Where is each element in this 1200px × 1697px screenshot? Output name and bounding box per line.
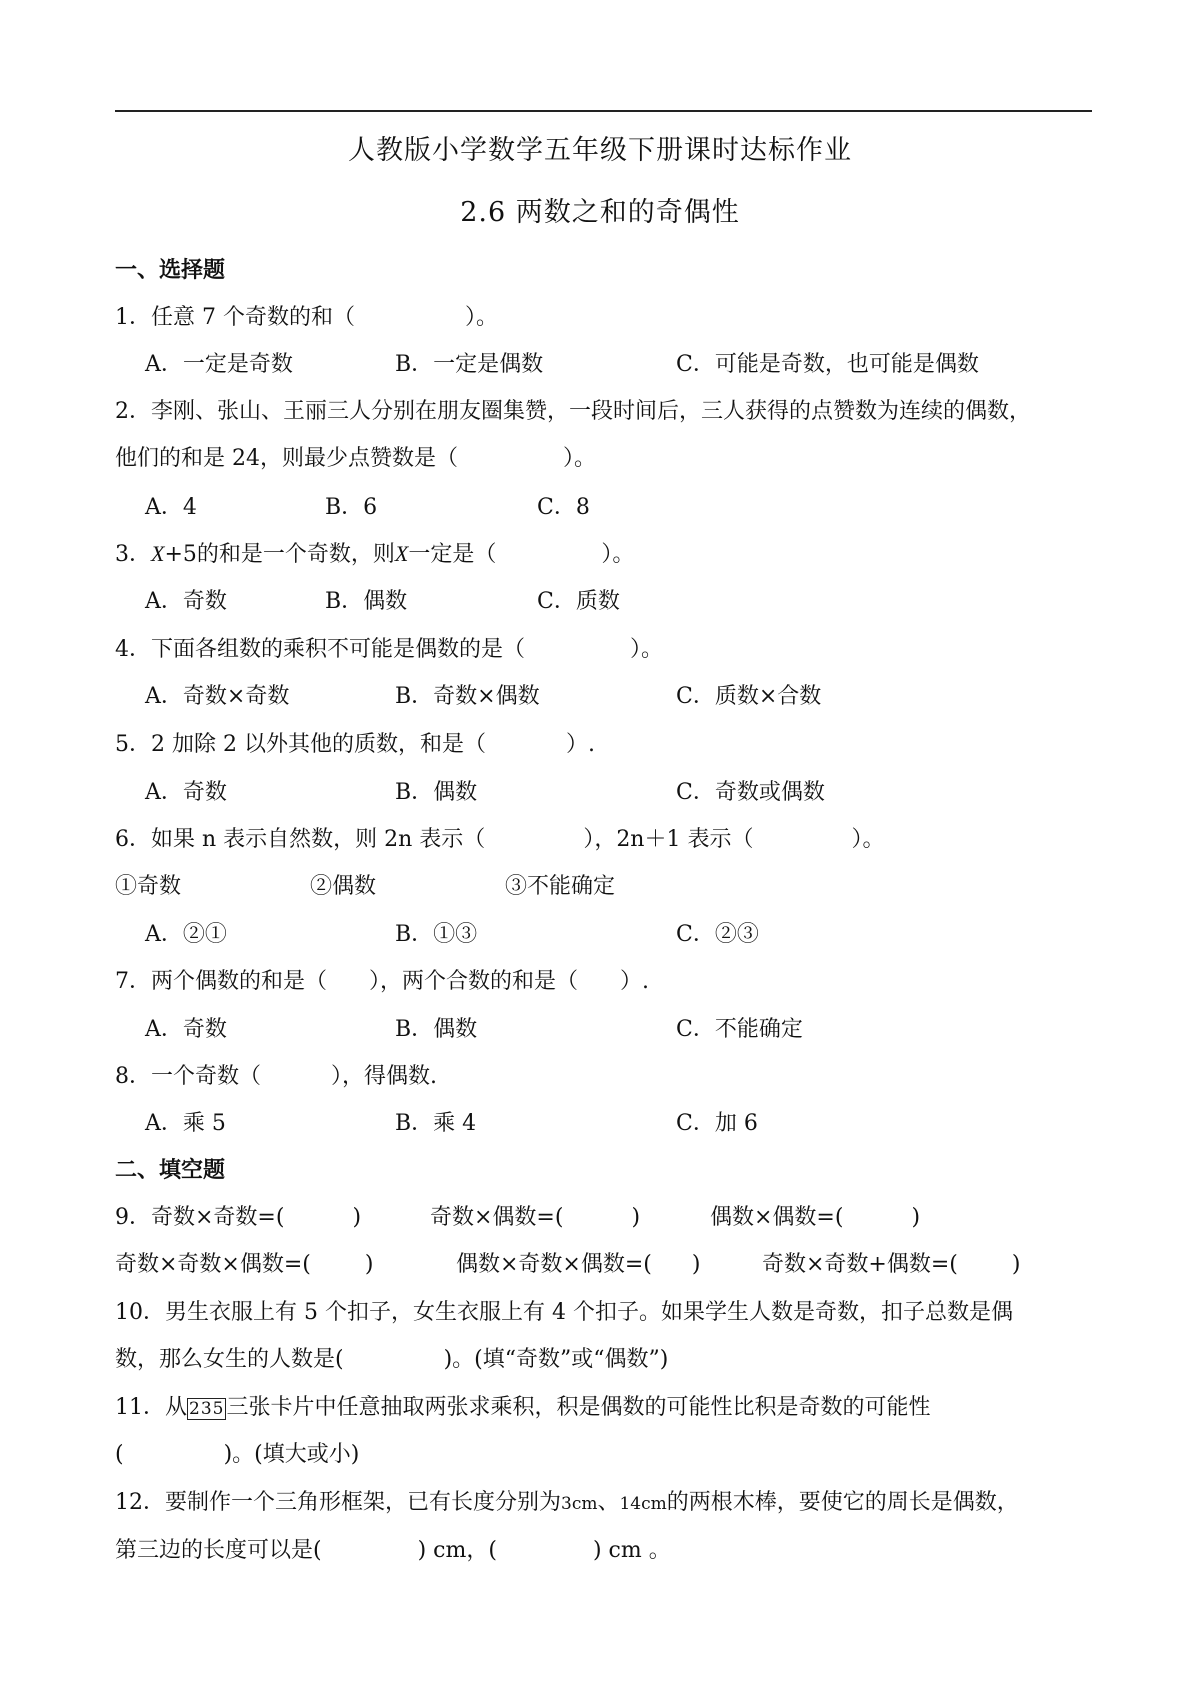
question-5-option-a: A．奇数 (145, 780, 227, 805)
question-11-line-2: ( )。(填大或小) (115, 1442, 360, 1467)
question-5-option-c: C．奇数或偶数 (676, 780, 825, 805)
question-6-option-c: C．②③ (676, 922, 759, 947)
question-6-choice-3: ③不能确定 (505, 874, 616, 899)
question-4-option-b: B．奇数×偶数 (395, 684, 540, 709)
question-1-option-b: B．一定是偶数 (395, 352, 544, 377)
question-11-line-1: 11．从 235三张卡片中任意抽取两张求乘积，积是偶数的可能性比积是奇数的可能性 (115, 1395, 931, 1420)
lesson-title: 2.6 两数之和的奇偶性 (460, 197, 740, 228)
question-7-option-a: A．奇数 (145, 1017, 227, 1042)
question-7-option-b: B．偶数 (395, 1017, 478, 1042)
worksheet-title: 人教版小学数学五年级下册课时达标作业 (348, 135, 852, 166)
question-2-option-c: C．8 (537, 495, 590, 520)
question-1-option-c: C．可能是奇数，也可能是偶数 (676, 352, 979, 377)
length-14cm: 14cm (619, 1494, 667, 1514)
question-3-option-a: A．奇数 (145, 589, 227, 614)
question-9-part-1: 9．奇数×奇数=( ) (115, 1205, 362, 1230)
question-5-option-b: B．偶数 (395, 780, 478, 805)
number-cards: 235 (189, 1399, 225, 1419)
question-8-option-b: B．乘 4 (395, 1111, 477, 1136)
question-1: 1．任意 7 个奇数的和（ ）。 (115, 305, 498, 330)
question-2-line-1: 2．李刚、张山、王丽三人分别在朋友圈集赞，一段时间后，三人获得的点赞数为连续的偶数， (115, 399, 1032, 424)
question-9-part-3: 偶数×偶数=( ) (710, 1205, 921, 1230)
question-9-part-6: 奇数×奇数+偶数=( ) (762, 1252, 1021, 1277)
variable-x: X (151, 541, 165, 566)
question-5: 5．2 加除 2 以外其他的质数，和是（ ）. (115, 732, 595, 757)
question-6-option-b: B．①③ (395, 922, 478, 947)
question-3-option-c: C．质数 (537, 589, 620, 614)
question-6-choice-2: ②偶数 (310, 874, 377, 899)
question-6-choice-1: ①奇数 (115, 874, 182, 899)
question-1-stem: 1．任意 7 个奇数的和（ (115, 305, 355, 330)
question-3-option-b: B．偶数 (325, 589, 408, 614)
question-12-line-1: 12．要制作一个三角形框架，已有长度分别为3cm、14cm的两根木棒，要使它的周长是偶数， (115, 1490, 1019, 1515)
question-8: 8．一个奇数（ ），得偶数. (115, 1064, 437, 1089)
question-9-part-2: 奇数×偶数=( ) (430, 1205, 641, 1230)
question-6-option-a: A．②① (145, 922, 227, 947)
question-9-part-5: 偶数×奇数×偶数=( ) (456, 1252, 701, 1277)
question-12-line-2: 第三边的长度可以是( ) cm，( ) cm 。 (115, 1538, 671, 1563)
question-2-option-a: A．4 (145, 495, 197, 520)
question-8-option-a: A．乘 5 (145, 1111, 226, 1136)
section-fill-heading: 二、填空题 (115, 1158, 226, 1183)
question-4-option-a: A．奇数×奇数 (145, 684, 290, 709)
question-9-part-4: 奇数×奇数×偶数=( ) (115, 1252, 374, 1277)
length-3cm: 3cm (561, 1494, 598, 1514)
question-3: 3．X+5的和是一个奇数，则X一定是（ ）。 (115, 541, 635, 567)
variable-x: X (394, 541, 409, 566)
question-7: 7．两个偶数的和是（ ），两个合数的和是（ ）. (115, 969, 650, 994)
question-1-option-a: A．一定是奇数 (145, 352, 293, 377)
question-7-option-c: C．不能确定 (676, 1017, 803, 1042)
question-2-line-2: 他们的和是 24，则最少点赞数是（ ）。 (115, 446, 597, 471)
question-6: 6．如果 n 表示自然数，则 2n 表示（ ），2n＋1 表示（ ）。 (115, 827, 885, 852)
question-10-line-2: 数，那么女生的人数是( )。(填“奇数”或“偶数”) (115, 1347, 669, 1372)
question-8-option-c: C．加 6 (676, 1111, 758, 1136)
header-rule (115, 110, 1092, 112)
question-4-option-c: C．质数×合数 (676, 684, 822, 709)
question-4: 4．下面各组数的乘积不可能是偶数的是（ ）。 (115, 637, 664, 662)
question-2-option-b: B．6 (325, 495, 378, 520)
question-10-line-1: 10．男生衣服上有 5 个扣子，女生衣服上有 4 个扣子。如果学生人数是奇数，扣子总数是偶 (115, 1300, 1013, 1325)
section-choice-heading: 一、选择题 (115, 258, 226, 283)
